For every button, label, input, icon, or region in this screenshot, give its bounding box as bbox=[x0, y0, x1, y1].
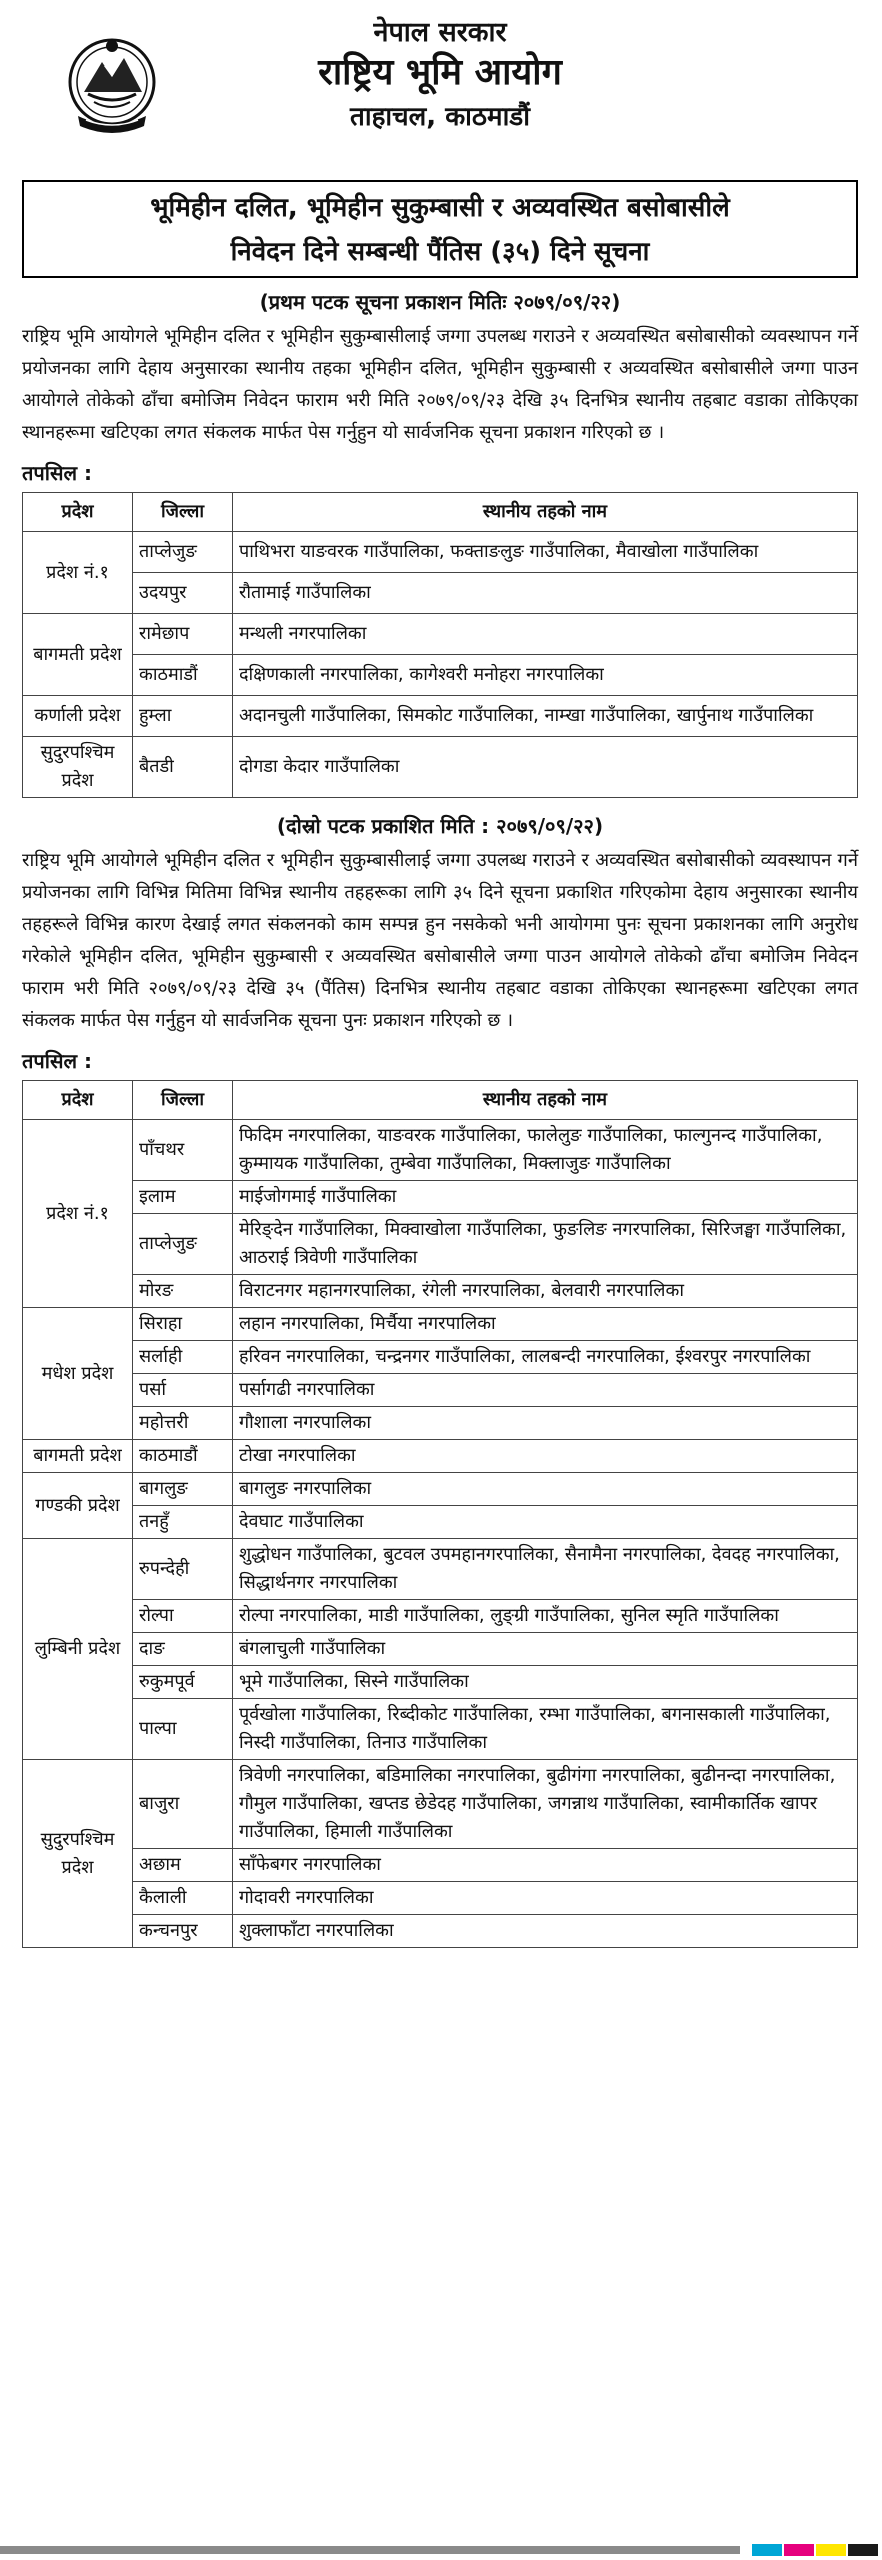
table-row bbox=[23, 655, 858, 696]
district-cell: रुकुमपूर्व bbox=[133, 1666, 233, 1699]
district-cell: ताप्लेजुङ bbox=[133, 1214, 233, 1275]
local-level-cell: माईजोगमाई गाउँपालिका bbox=[233, 1181, 858, 1214]
district-cell: महोत्तरी bbox=[133, 1407, 233, 1440]
district-cell: सिराहा bbox=[133, 1308, 233, 1341]
banner-line-2: निवेदन दिने सम्बन्धी पैंतिस (३५) दिने सूचना bbox=[230, 237, 650, 267]
table-row bbox=[23, 1633, 858, 1666]
district-cell: कैलाली bbox=[133, 1882, 233, 1915]
province-cell: बागमती प्रदेश bbox=[23, 1440, 133, 1473]
section1-paragraph: राष्ट्रिय भूमि आयोगले भूमिहीन दलित र भूमिहीन सुकुम्बासीलाई जग्गा उपलब्ध गराउने र अव्यवस्थित बसोबासीको व्यवस्थापन गर्ने प्रयोजनका लागि देहाय अनुसारका स्थानीय तहका भूमिहीन दलित, भूमिहीन सुकुम्बासी र अव्यवस्थित बसोबासीले जग्गा पाउन आयोगले तोकेको ढाँचा बमोजिम निवेदन फाराम भरी मिति २०७९/०९/२३ देखि ३५ दिनभित्र स्थानीय तहबाट वडाका तोकिएका स्थानहरूमा खटिएका लगत संकलक मार्फत पेस गर्नुहुन यो सार्वजनिक सूचना प्रकाशन गरिएको छ । bbox=[22, 326, 858, 443]
table-row bbox=[23, 1214, 858, 1275]
local-level-cell: गौशाला नगरपालिका bbox=[233, 1407, 858, 1440]
header-province: प्रदेश bbox=[23, 493, 133, 532]
table-row bbox=[23, 1181, 858, 1214]
province-cell: सुदुरपश्चिम प्रदेश bbox=[23, 737, 133, 798]
header-local: स्थानीय तहको नाम bbox=[233, 493, 858, 532]
black-swatch bbox=[848, 2544, 878, 2556]
header-district: जिल्ला bbox=[133, 1081, 233, 1120]
local-level-cell: भूमे गाउँपालिका, सिस्ने गाउँपालिका bbox=[233, 1666, 858, 1699]
header-commission: राष्ट्रिय भूमि आयोग bbox=[318, 52, 562, 93]
table-header-row bbox=[23, 1081, 858, 1120]
table-second-notice bbox=[22, 1080, 858, 1948]
header-address: ताहाचल, काठमाडौं bbox=[350, 102, 530, 132]
section1-subheading: (प्रथम पटक सूचना प्रकाशन मितिः २०७९/०९/२२) bbox=[259, 290, 621, 314]
local-level-cell: देवघाट गाउँपालिका bbox=[233, 1506, 858, 1539]
district-cell: काठमाडौं bbox=[133, 1440, 233, 1473]
district-cell: रामेछाप bbox=[133, 614, 233, 655]
table-row bbox=[23, 1308, 858, 1341]
local-level-cell: पाथिभरा याङवरक गाउँपालिका, फक्ताङलुङ गाउँपालिका, मैवाखोला गाउँपालिका bbox=[233, 532, 858, 573]
district-cell: उदयपुर bbox=[133, 573, 233, 614]
table-row bbox=[23, 737, 858, 798]
section1-label: तपसिल : bbox=[22, 461, 92, 485]
local-level-cell: लहान नगरपालिका, मिर्चैया नगरपालिका bbox=[233, 1308, 858, 1341]
district-cell: सर्लाही bbox=[133, 1341, 233, 1374]
local-level-cell: मेरिङ्देन गाउँपालिका, मिक्वाखोला गाउँपालिका, फुङलिङ नगरपालिका, सिरिजङ्घा गाउँपालिका, आठराई त्रिवेणी गाउँपालिका bbox=[233, 1214, 858, 1275]
table-row bbox=[23, 1341, 858, 1374]
print-color-bar bbox=[0, 2540, 882, 2560]
district-cell: हुम्ला bbox=[133, 696, 233, 737]
district-cell: पाँचथर bbox=[133, 1120, 233, 1181]
province-cell: बागमती प्रदेश bbox=[23, 614, 133, 696]
local-level-cell: साँफेबगर नगरपालिका bbox=[233, 1849, 858, 1882]
table-row bbox=[23, 1473, 858, 1506]
table-row bbox=[23, 1275, 858, 1308]
local-level-cell: टोखा नगरपालिका bbox=[233, 1440, 858, 1473]
notice-page bbox=[22, 14, 858, 1948]
province-cell: प्रदेश नं.१ bbox=[23, 1120, 133, 1308]
district-cell: कन्चनपुर bbox=[133, 1915, 233, 1948]
local-level-cell: रोल्पा नगरपालिका, माडी गाउँपालिका, लुङ्ग्री गाउँपालिका, सुनिल स्मृति गाउँपालिका bbox=[233, 1600, 858, 1633]
table-row bbox=[23, 1440, 858, 1473]
nepal-emblem-icon bbox=[64, 32, 160, 142]
local-level-cell: त्रिवेणी नगरपालिका, बडिमालिका नगरपालिका, बुढीगंगा नगरपालिका, बुढीनन्दा नगरपालिका, गौमुल गाउँपालिका, खप्तड छेडेदह गाउँपालिका, जगन्नाथ गाउँपालिका, स्वामीकार्तिक खापर गाउँपालिका, हिमाली गाउँपालिका bbox=[233, 1760, 858, 1849]
table-row bbox=[23, 1506, 858, 1539]
table-row bbox=[23, 573, 858, 614]
province-cell: गण्डकी प्रदेश bbox=[23, 1473, 133, 1539]
table-row bbox=[23, 614, 858, 655]
local-level-cell: बागलुङ नगरपालिका bbox=[233, 1473, 858, 1506]
district-cell: ताप्लेजुङ bbox=[133, 532, 233, 573]
local-level-cell: पूर्वखोला गाउँपालिका, रिब्दीकोट गाउँपालिका, रम्भा गाउँपालिका, बगनासकाली गाउँपालिका, निस्दी गाउँपालिका, तिनाउ गाउँपालिका bbox=[233, 1699, 858, 1760]
table-first-notice bbox=[22, 492, 858, 798]
table-row bbox=[23, 1882, 858, 1915]
district-cell: अछाम bbox=[133, 1849, 233, 1882]
table-row bbox=[23, 1666, 858, 1699]
table-row bbox=[23, 1374, 858, 1407]
district-cell: इलाम bbox=[133, 1181, 233, 1214]
district-cell: बागलुङ bbox=[133, 1473, 233, 1506]
yellow-swatch bbox=[816, 2544, 846, 2556]
table-row bbox=[23, 1699, 858, 1760]
section2-label: तपसिल : bbox=[22, 1049, 92, 1073]
local-level-cell: शुक्लाफाँटा नगरपालिका bbox=[233, 1915, 858, 1948]
banner-line-1: भूमिहीन दलित, भूमिहीन सुकुम्बासी र अव्यवस्थित बसोबासीले bbox=[150, 193, 730, 223]
province-cell: लुम्बिनी प्रदेश bbox=[23, 1539, 133, 1760]
local-level-cell: बंगलाचुली गाउँपालिका bbox=[233, 1633, 858, 1666]
local-level-cell: पर्सागढी नगरपालिका bbox=[233, 1374, 858, 1407]
local-level-cell: शुद्धोधन गाउँपालिका, बुटवल उपमहानगरपालिका, सैनामैना नगरपालिका, देवदह नगरपालिका, सिद्धार्थनगर नगरपालिका bbox=[233, 1539, 858, 1600]
local-level-cell: अदानचुली गाउँपालिका, सिमकोट गाउँपालिका, नाम्खा गाउँपालिका, खार्पुनाथ गाउँपालिका bbox=[233, 696, 858, 737]
magenta-swatch bbox=[784, 2544, 814, 2556]
district-cell: दाङ bbox=[133, 1633, 233, 1666]
table-header-row bbox=[23, 493, 858, 532]
section2-paragraph: राष्ट्रिय भूमि आयोगले भूमिहीन दलित र भूमिहीन सुकुम्बासीलाई जग्गा उपलब्ध गराउने र अव्यवस्थित बसोबासीको व्यवस्थापन गर्ने प्रयोजनका लागि विभिन्न मितिमा विभिन्न स्थानीय तहहरूका लागि ३५ दिने सूचना प्रकाशित गरिएकोमा देहाय अनुसारका स्थानीय तहहरूले विभिन्न कारण देखाई लगत संकलनको काम सम्पन्न हुन नसकेको भनी आयोगमा पुनः सूचना प्रकाशनका लागि अनुरोध गरेकोले भूमिहीन दलित, भूमिहीन सुकुम्बासी र अव्यवस्थित बसोबासीले जग्गा पाउन आयोगले तोकेको ढाँचा बमोजिम निवेदन फाराम भरी मिति २०७९/०९/२३ देखि ३५ (पैंतिस) दिनभित्र स्थानीय तहबाट वडाका तोकिएका स्थानहरूमा खटिएका लगत संकलक मार्फत पेस गर्नुहुन यो सार्वजनिक सूचना पुनः प्रकाशन गरिएको छ । bbox=[22, 850, 858, 1031]
header-local: स्थानीय तहको नाम bbox=[233, 1081, 858, 1120]
table-row bbox=[23, 532, 858, 573]
local-level-cell: विराटनगर महानगरपालिका, रंगेली नगरपालिका, बेलवारी नगरपालिका bbox=[233, 1275, 858, 1308]
notice-header bbox=[22, 16, 858, 174]
header-district: जिल्ला bbox=[133, 493, 233, 532]
district-cell: मोरङ bbox=[133, 1275, 233, 1308]
table-row bbox=[23, 1539, 858, 1600]
province-cell: कर्णाली प्रदेश bbox=[23, 696, 133, 737]
local-level-cell: गोदावरी नगरपालिका bbox=[233, 1882, 858, 1915]
district-cell: पाल्पा bbox=[133, 1699, 233, 1760]
header-government: नेपाल सरकार bbox=[373, 17, 507, 48]
table-row bbox=[23, 1849, 858, 1882]
local-level-cell: हरिवन नगरपालिका, चन्द्रनगर गाउँपालिका, लालबन्दी नगरपालिका, ईश्वरपुर नगरपालिका bbox=[233, 1341, 858, 1374]
cyan-swatch bbox=[752, 2544, 782, 2556]
notice-title-banner bbox=[22, 180, 858, 278]
table-row bbox=[23, 1915, 858, 1948]
footer-grey-bar bbox=[0, 2546, 740, 2554]
header-province: प्रदेश bbox=[23, 1081, 133, 1120]
district-cell: रुपन्देही bbox=[133, 1539, 233, 1600]
table-row bbox=[23, 1760, 858, 1849]
local-level-cell: रौतामाई गाउँपालिका bbox=[233, 573, 858, 614]
district-cell: काठमाडौं bbox=[133, 655, 233, 696]
district-cell: तनहुँ bbox=[133, 1506, 233, 1539]
local-level-cell: दोगडा केदार गाउँपालिका bbox=[233, 737, 858, 798]
province-cell: मधेश प्रदेश bbox=[23, 1308, 133, 1440]
table-row bbox=[23, 696, 858, 737]
local-level-cell: मन्थली नगरपालिका bbox=[233, 614, 858, 655]
district-cell: बाजुरा bbox=[133, 1760, 233, 1849]
province-cell: प्रदेश नं.१ bbox=[23, 532, 133, 614]
district-cell: बैतडी bbox=[133, 737, 233, 798]
table-row bbox=[23, 1600, 858, 1633]
table-row bbox=[23, 1407, 858, 1440]
table-row bbox=[23, 1120, 858, 1181]
section2-subheading: (दोस्रो पटक प्रकाशित मिति : २०७९/०९/२२) bbox=[276, 814, 604, 838]
district-cell: पर्सा bbox=[133, 1374, 233, 1407]
local-level-cell: दक्षिणकाली नगरपालिका, कागेश्वरी मनोहरा नगरपालिका bbox=[233, 655, 858, 696]
local-level-cell: फिदिम नगरपालिका, याङवरक गाउँपालिका, फालेलुङ गाउँपालिका, फाल्गुनन्द गाउँपालिका, कुम्मायक गाउँपालिका, तुम्बेवा गाउँपालिका, मिक्लाजुङ गाउँपालिका bbox=[233, 1120, 858, 1181]
province-cell: सुदुरपश्चिम प्रदेश bbox=[23, 1760, 133, 1948]
district-cell: रोल्पा bbox=[133, 1600, 233, 1633]
